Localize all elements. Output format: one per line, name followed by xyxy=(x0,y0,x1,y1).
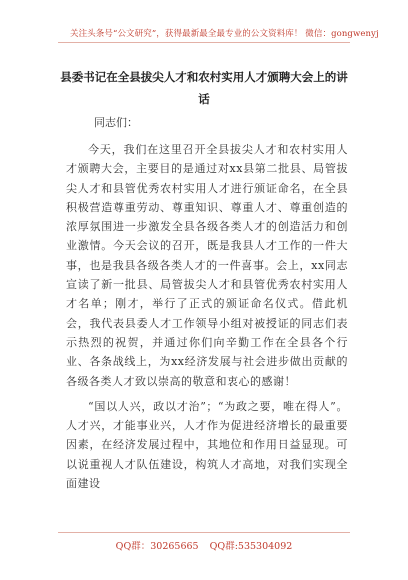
footer xyxy=(0,538,408,552)
footer-qq-group-2: QQ群:535304092 xyxy=(209,541,293,552)
greeting: 同志们： xyxy=(94,116,138,129)
promo-header: 关注头条号“公文研究”，获得最新最全最专业的公文资料库！ 微信：gongwenyj xyxy=(70,29,379,39)
document-body xyxy=(66,140,348,499)
footer-qq-group-1: QQ群：30265665 xyxy=(115,541,199,552)
document-title: 县委书记在全县拔尖人才和农村实用人才颁聘大会上的讲话 xyxy=(60,70,348,106)
paragraph-1: 今天，我们在这里召开全县拔尖人才和农村实用人才颁聘大会，主要目的是通过对xx县第二批县、局管拔尖人才和县管优秀农村实用人才进行颁证命名，在全县积极营造尊重劳动、尊重知识、尊重人才、尊重创造的浓厚氛围进一步激发全县各级各类人才的创造活力和创业激情。今天会议的召开，既是我县人才工作的一件大事，也是我县各级各类人才的一件喜事。会上，xx同志宣读了新一批县、局管拔尖人才和县管优秀农村实用人才名单；刚才，举行了正式的颁证命名仪式。借此机会，我代表县委人才工作领导小组对被授证的同志们表示热烈的祝贺，并通过你们向辛勤工作在全县各个行业、各条战线上，为xx经济发展与社会进步做出贡献的各级各类人才致以崇高的敬意和衷心的感谢！ xyxy=(66,143,348,388)
paragraph-2: “国以人兴，政以才治”；“为政之要，唯在得人”。人才兴，才能事业兴，人才作为促进经济增长的最重要因素，在经济发展过程中，其地位和作用日益显现。可以说重视人才队伍建设，构筑人才高地，对我们实现全面建设 xyxy=(66,399,348,491)
header-divider xyxy=(58,42,350,43)
footer-divider xyxy=(58,532,350,533)
